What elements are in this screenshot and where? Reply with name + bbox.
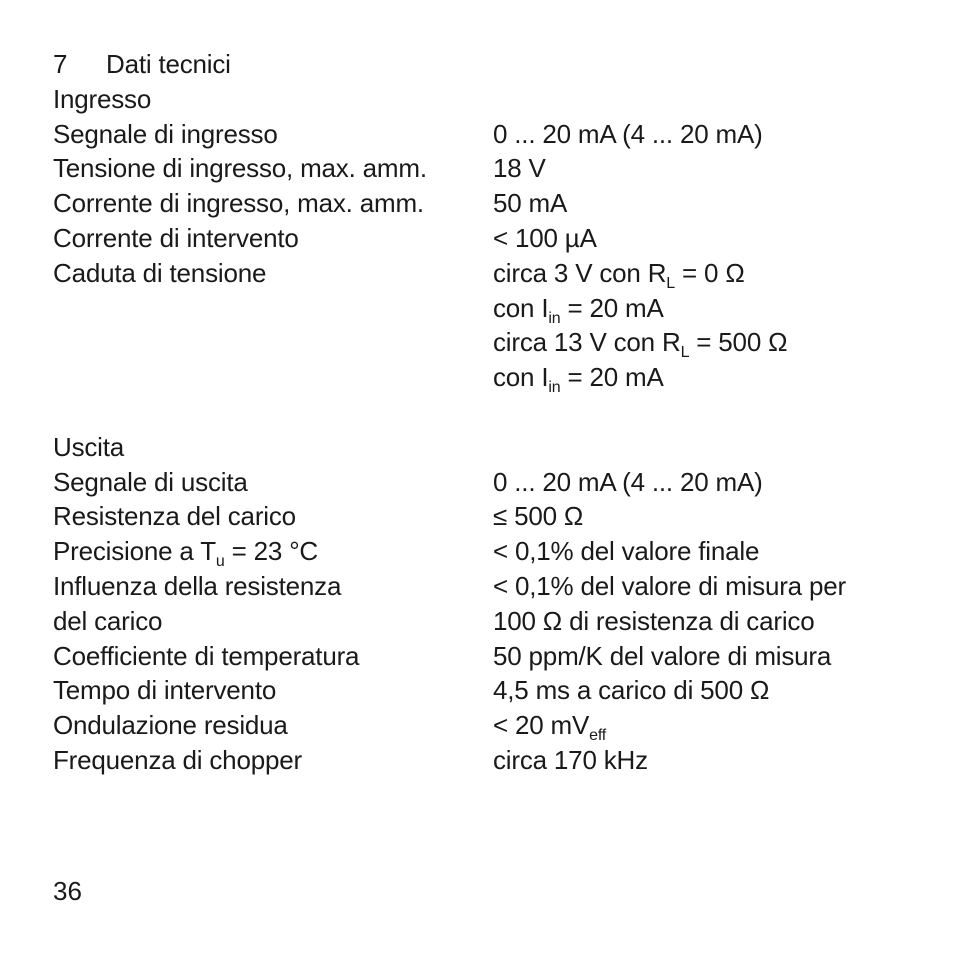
output-load-influence-cont — [53, 604, 933, 639]
chapter-number: 7 — [53, 49, 68, 79]
row-value: 0 ... 20 mA (4 ... 20 mA) — [493, 118, 763, 149]
output-accuracy-row — [53, 534, 933, 569]
row-label: Resistenza del carico — [53, 501, 296, 532]
row-value: 50 ppm/K del valore di misura — [493, 640, 832, 671]
row-label: Segnale di uscita — [53, 466, 248, 497]
input-voltage-drop-cont — [53, 325, 933, 360]
row-label: Frequenza di chopper — [53, 744, 302, 775]
row-value: 18 V — [493, 153, 546, 184]
output-load-resistance-row — [53, 499, 933, 534]
row-value: circa 3 V con $R_L = 0$ Ω — [493, 257, 745, 292]
row-value: 4,5 ms a carico di 500 Ω — [493, 675, 770, 706]
output-temp-coefficient-row — [53, 639, 933, 674]
section-heading-input: Ingresso — [53, 83, 152, 114]
chapter-heading — [53, 47, 933, 82]
row-label: Ondulazione residua — [53, 710, 288, 741]
output-load-influence-row — [53, 569, 933, 604]
row-value: con $I_{in} = 20$ mA — [493, 292, 664, 327]
row-value: 50 mA — [493, 188, 568, 219]
row-label: Corrente di intervento — [53, 222, 299, 253]
row-label: Caduta di tensione — [53, 257, 267, 288]
row-value: 0 ... 20 mA (4 ... 20 mA) — [493, 466, 763, 497]
input-voltage-drop-cont — [53, 291, 933, 326]
input-max-current-row — [53, 186, 933, 221]
output-ripple-row — [53, 708, 933, 743]
row-label: Segnale di ingresso — [53, 118, 278, 149]
row-label: Tempo di intervento — [53, 675, 277, 706]
row-value: circa 170 kHz — [493, 744, 648, 775]
output-chopper-frequency-row — [53, 743, 933, 778]
row-label: Influenza della resistenza — [53, 570, 342, 601]
row-value: < 20 $mV_{eff}$ — [493, 710, 607, 745]
input-max-voltage-row — [53, 151, 933, 186]
row-label: Coefficiente di temperatura — [53, 640, 360, 671]
spacer — [53, 395, 933, 430]
chapter-title: Dati tecnici — [106, 49, 231, 79]
row-label: Corrente di ingresso, max. amm. — [53, 188, 424, 219]
output-response-time-row — [53, 673, 933, 708]
row-value: < 0,1% del valore di misura per — [493, 570, 846, 601]
output-signal-row — [53, 465, 933, 500]
input-voltage-drop-cont — [53, 360, 933, 395]
input-voltage-drop-row — [53, 256, 933, 291]
row-label: Tensione di ingresso, max. amm. — [53, 153, 427, 184]
input-trip-current-row — [53, 221, 933, 256]
row-value: < 100 µA — [493, 222, 597, 253]
spec-page — [53, 47, 933, 778]
row-label: Precisione a $T_u = 23$ °C — [53, 536, 318, 571]
row-value: ≤ 500 Ω — [493, 501, 584, 532]
input-signal-row — [53, 117, 933, 152]
row-value: con $I_{in} = 20$ mA — [493, 362, 664, 397]
section-heading-output: Uscita — [53, 431, 125, 462]
row-value: < 0,1% del valore finale — [493, 536, 760, 567]
row-value: 100 Ω di resistenza di carico — [493, 605, 815, 636]
row-label: del carico — [53, 605, 163, 636]
row-value: circa 13 V con $R_L = 500$ Ω — [493, 327, 788, 362]
page-number: 36 — [53, 876, 82, 906]
